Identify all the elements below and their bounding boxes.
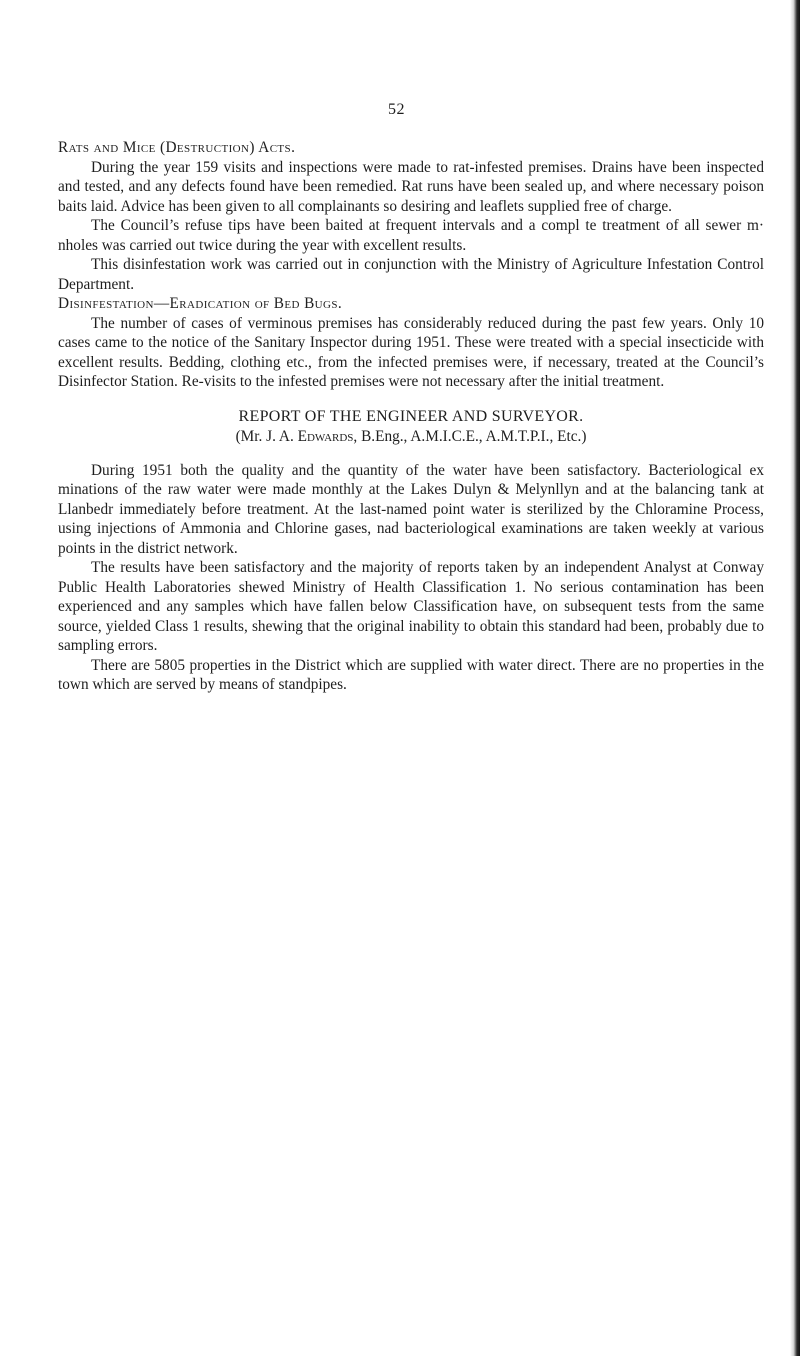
rats-paragraph-2: The Council’s refuse tips have been baited at frequent intervals and a compl te treatment of all sewer m· nholes was carried out twice during the year with excellent results. [58,217,764,254]
rats-paragraph-1: During the year 159 visits and inspections were made to rat-infested premises. Drains have been inspected and tested, and any defects found have been remedied. Rat runs have been sealed up, and where necessary poison baits laid. Advice has been given to all complainants so desiring and leaflets supplied free of charge. [58,158,764,215]
engineer-report-header [58,407,764,447]
subtitle-prefix: (Mr. J. A. [235,427,298,445]
engineer-report-section [58,461,764,695]
report-paragraph-3: There are 5805 properties in the District which are supplied with water direct. There are no properties in the town which are served by means of standpipes. [58,656,764,693]
report-paragraph-2: The results have been satisfactory and the majority of reports taken by an independent Analyst at Conway Public Health Laboratories shewed Ministry of Health Classification 1. No serious contamination has been experienced and any samples which have fallen below Classification have, on subsequent tests from the same source, yielded Class 1 results, shewing that the original inability to obtain this standard had been, probably due to sampling errors. [58,559,764,654]
bed-bugs-section [58,294,764,392]
bed-bugs-heading: Disinfestation—Eradication of Bed Bugs. [58,295,343,312]
report-paragraph-1: During 1951 both the quality and the quantity of the water have been satisfactory. Bacteriological ex minations of the raw water were made monthly at the Lakes Dulyn & Melynllyn and at the balancing tank at Llanbedr immediately before treatment. At the last-named point water is sterilized by the Chloramine Process, using injections of Ammonia and Chlorine gases, nad bacteriological examinations are taken weekly at various points in the district network. [58,461,764,557]
engineer-report-title: REPORT OF THE ENGINEER AND SURVEYOR. [238,407,584,425]
subtitle-surname: Edwards [297,427,354,445]
document-body [58,138,764,695]
scan-edge [790,0,800,1356]
page-number: 52 [388,101,405,118]
rats-paragraph-3: This disinfestation work was carried out in conjunction with the Ministry of Agriculture Infestation Control Department. [58,256,764,293]
engineer-report-subtitle [58,427,764,447]
rats-mice-section [58,138,764,294]
subtitle-qualifications: , B.Eng., A.M.I.C.E., A.M.T.P.I., Etc.) [353,427,587,445]
bed-bugs-paragraph-1: The number of cases of verminous premises has considerably reduced during the past few years. Only 10 cases came to the notice of the Sanitary Inspector during 1951. These were treated with a special insecticide with excellent results. Bedding, clothing etc., from the infected premises were, if necessary, treated at the Council’s Disinfector Station. Re-visits to the infested premises were not necessary after the initial treatment. [58,314,764,390]
rats-mice-heading: Rats and Mice (Destruction) Acts. [58,139,296,156]
